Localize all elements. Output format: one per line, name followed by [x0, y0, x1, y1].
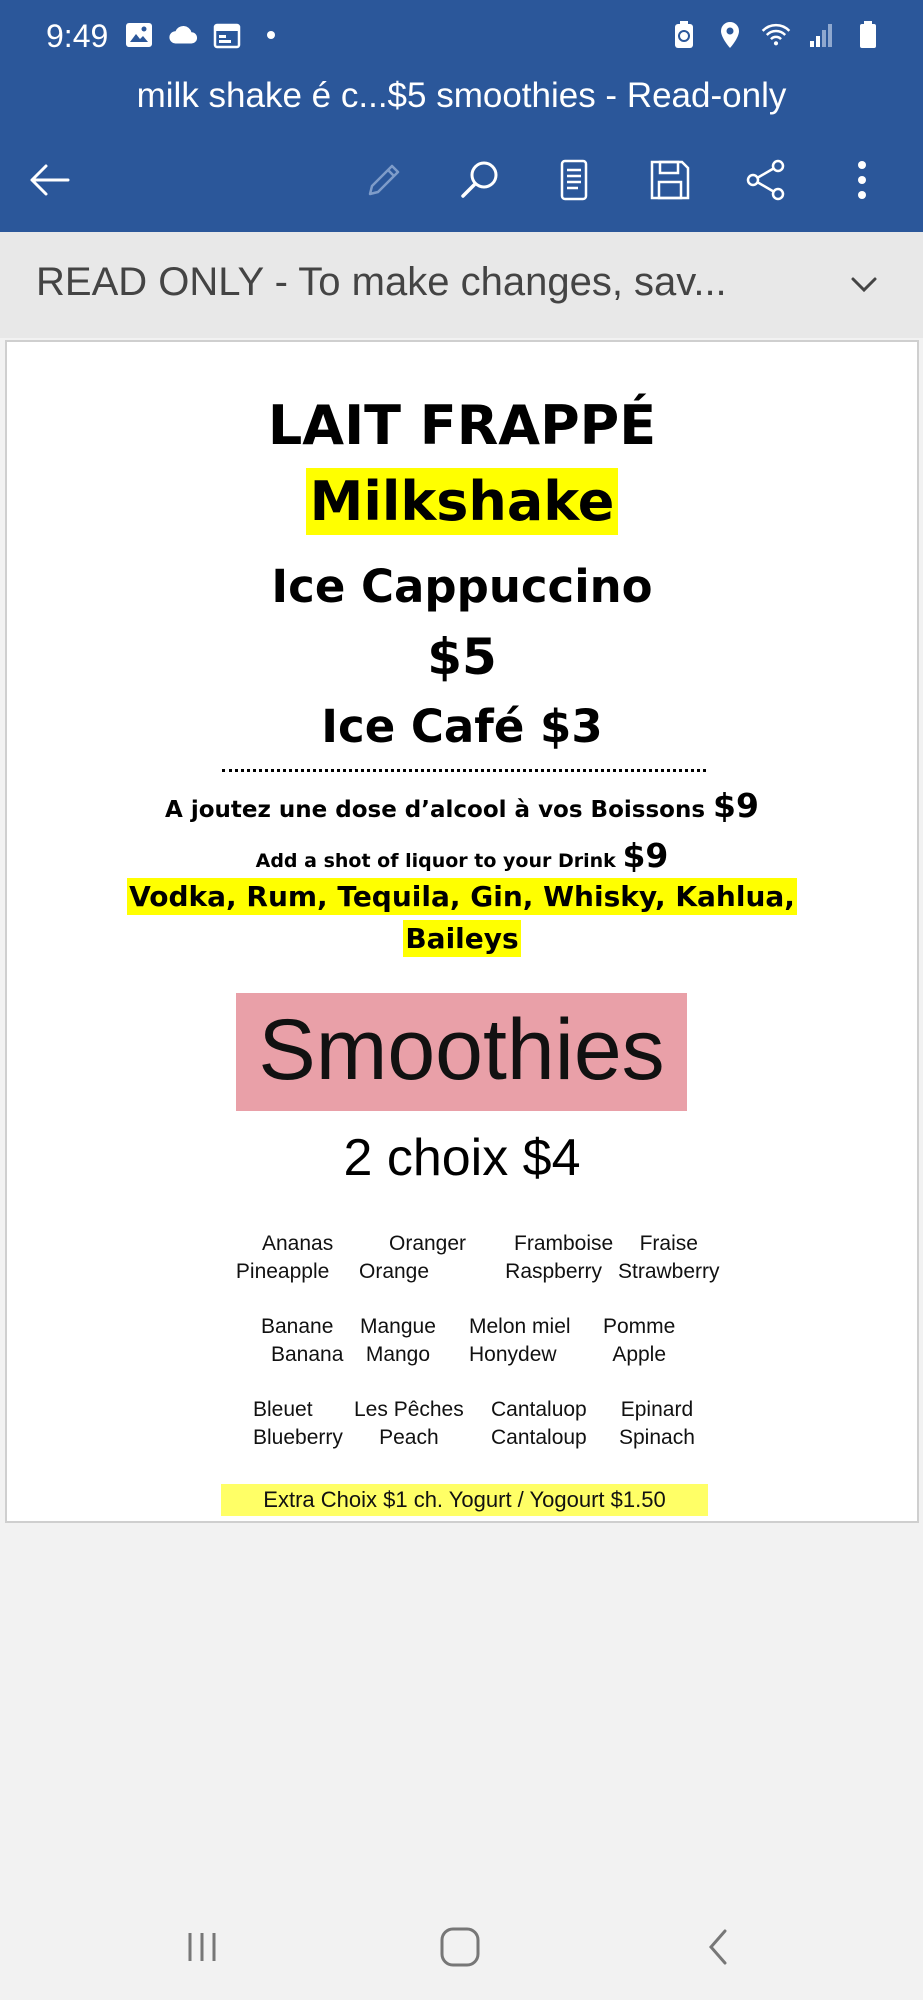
battery-saver-icon: [669, 20, 699, 50]
back-icon: [28, 162, 72, 198]
fruit-en: Cantaloup: [491, 1426, 587, 1449]
alcohol-fr-line: [7, 786, 917, 825]
read-only-banner-text: READ ONLY - To make changes, sav...: [36, 260, 727, 304]
ice-cappuccino-price: $5: [427, 628, 497, 686]
fruit-en: Apple: [612, 1343, 667, 1366]
system-navbar: [0, 1893, 923, 2000]
liquors-line-1: [7, 878, 917, 915]
status-bar: [0, 0, 923, 72]
fruit-item: [618, 1230, 720, 1286]
fruit-en: Pineapple: [235, 1260, 330, 1283]
alcohol-fr-text: A joutez une dose d’alcool à vos Boissons: [165, 797, 706, 823]
fruit-en: Orange: [359, 1260, 430, 1283]
document-title: milk shake é c...$5 smoothies - Read-only: [136, 76, 787, 115]
fruit-fr: Oranger: [389, 1232, 467, 1255]
more-icon: [856, 158, 868, 202]
smoothies-heading: Smoothies: [258, 1002, 665, 1098]
fruit-en: Spinach: [619, 1426, 695, 1449]
recent-apps-icon: [182, 1927, 222, 1967]
search-button[interactable]: [454, 154, 506, 206]
milkshake-label: Milkshake: [306, 468, 619, 535]
location-icon: [715, 20, 745, 50]
fruit-en: Mango: [365, 1343, 431, 1366]
fruit-fr: Framboise: [514, 1232, 614, 1255]
smoothies-heading-box: [236, 993, 687, 1111]
search-icon: [458, 158, 502, 202]
fruit-fr: Melon miel: [469, 1315, 571, 1338]
read-only-banner[interactable]: [0, 232, 923, 338]
fruit-en: Strawberry: [618, 1260, 720, 1283]
liquors-text-1: Vodka, Rum, Tequila, Gin, Whisky, Kahlua,: [129, 880, 795, 913]
reading-view-icon: [554, 158, 594, 202]
liquors-line-2: [7, 920, 917, 957]
fruit-item: [232, 1230, 333, 1286]
fruit-item: [354, 1396, 464, 1452]
calendar-icon: [212, 20, 242, 50]
share-button[interactable]: [740, 154, 792, 206]
home-button[interactable]: [430, 1919, 490, 1975]
fruit-en: Raspberry: [505, 1260, 603, 1283]
alcohol-en-line: [7, 836, 917, 875]
menu-subtitle: [7, 468, 917, 535]
extra-options-box: [221, 1484, 708, 1516]
fruit-fr: Banane: [261, 1315, 334, 1338]
wifi-icon: [761, 20, 791, 50]
chevron-down-icon[interactable]: [841, 262, 887, 308]
fruit-item: [360, 1313, 436, 1369]
fruit-fr: Bleuet: [253, 1398, 313, 1421]
status-time: 9:49: [46, 18, 109, 54]
app-header: [0, 0, 923, 232]
fruit-fr: Epinard: [620, 1398, 694, 1421]
fruit-en: Blueberry: [253, 1426, 343, 1449]
fruit-item: [253, 1396, 343, 1452]
back-nav-button[interactable]: [688, 1919, 748, 1975]
home-icon: [438, 1925, 482, 1969]
toolbar: [0, 150, 923, 210]
fruit-item: [603, 1313, 675, 1369]
document-page[interactable]: [5, 340, 919, 1523]
menu-title: LAIT FRAPPÉ: [267, 394, 657, 457]
back-nav-icon: [703, 1925, 733, 1969]
save-icon: [648, 158, 692, 202]
alcohol-fr-price: $9: [713, 786, 759, 825]
image-icon: [124, 20, 154, 50]
share-icon: [744, 158, 788, 202]
fruit-item: [251, 1313, 343, 1369]
fruit-fr: Fraise: [639, 1232, 698, 1255]
fruit-fr: Les Pêches: [354, 1398, 464, 1421]
recent-apps-button[interactable]: [172, 1919, 232, 1975]
battery-icon: [853, 20, 883, 50]
fruit-item: [359, 1230, 466, 1286]
smoothies-price: 2 choix $4: [343, 1129, 581, 1187]
alcohol-en-price: $9: [622, 836, 669, 875]
reading-view-button[interactable]: [548, 154, 600, 206]
save-button[interactable]: [644, 154, 696, 206]
alcohol-en-text: Add a shot of liquor to your Drink: [255, 850, 616, 872]
fruit-item: [494, 1230, 613, 1286]
fruit-en: Banana: [271, 1343, 344, 1366]
cloud-icon: [168, 20, 198, 50]
fruit-fr: Cantaluop: [491, 1398, 587, 1421]
extra-options-text: Extra Choix $1 ch. Yogurt / Yogourt $1.50: [263, 1487, 666, 1512]
edit-button[interactable]: [358, 154, 410, 206]
edit-icon: [362, 158, 406, 202]
fruit-item: [469, 1313, 571, 1369]
more-options-button[interactable]: [836, 154, 888, 206]
dotted-divider: [222, 769, 706, 772]
fruit-en: Honydew: [469, 1343, 557, 1366]
liquors-text-2: Baileys: [405, 922, 519, 955]
fruit-item: [619, 1396, 695, 1452]
ice-cafe-label: Ice Café $3: [321, 700, 603, 753]
dot-icon: [256, 20, 286, 50]
back-button[interactable]: [24, 154, 76, 206]
signal-icon: [807, 20, 837, 50]
fruit-en: Peach: [379, 1426, 439, 1449]
fruit-fr: Mangue: [360, 1315, 436, 1338]
fruit-fr: Pomme: [603, 1315, 676, 1338]
ice-cappuccino-label: Ice Cappuccino: [271, 560, 653, 613]
fruit-fr: Ananas: [262, 1232, 334, 1255]
fruit-item: [491, 1396, 587, 1452]
